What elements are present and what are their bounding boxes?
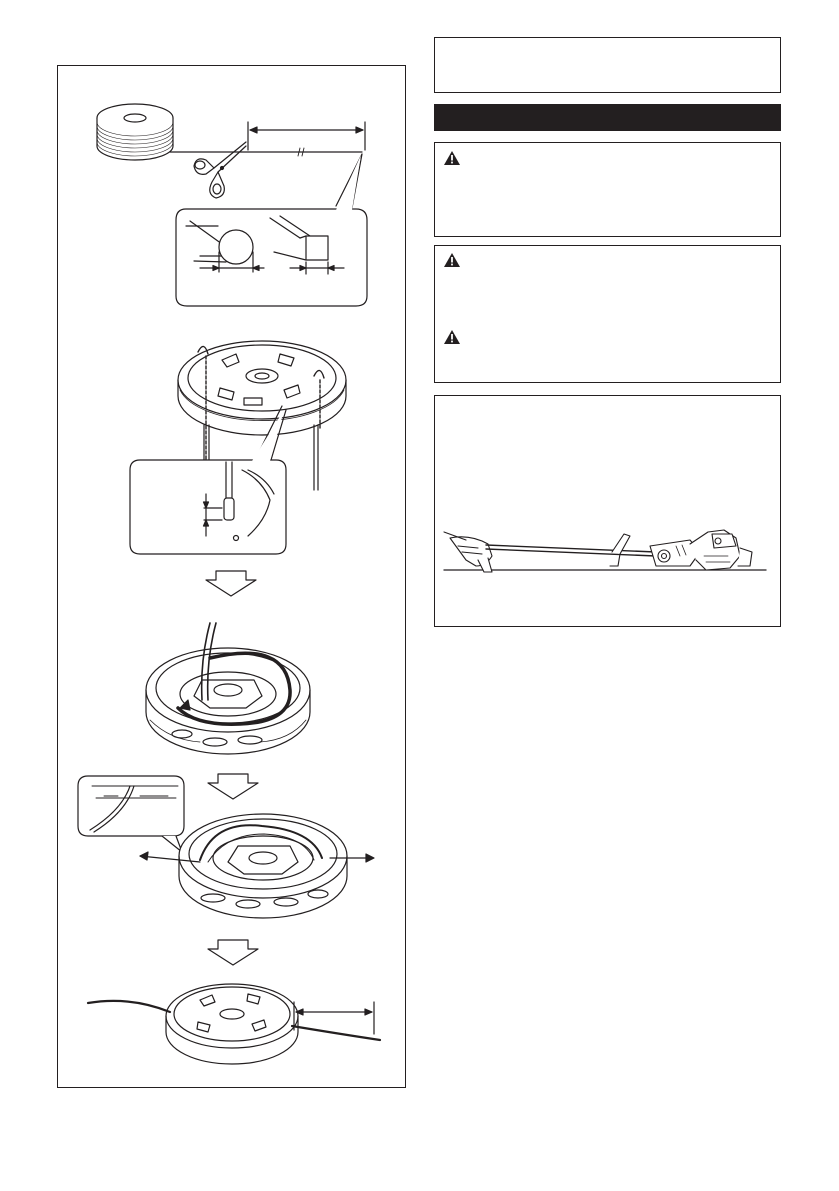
loop-handle-icon: [610, 534, 630, 566]
cutter-head-icon: [444, 532, 492, 572]
power-head-icon: [650, 530, 752, 570]
